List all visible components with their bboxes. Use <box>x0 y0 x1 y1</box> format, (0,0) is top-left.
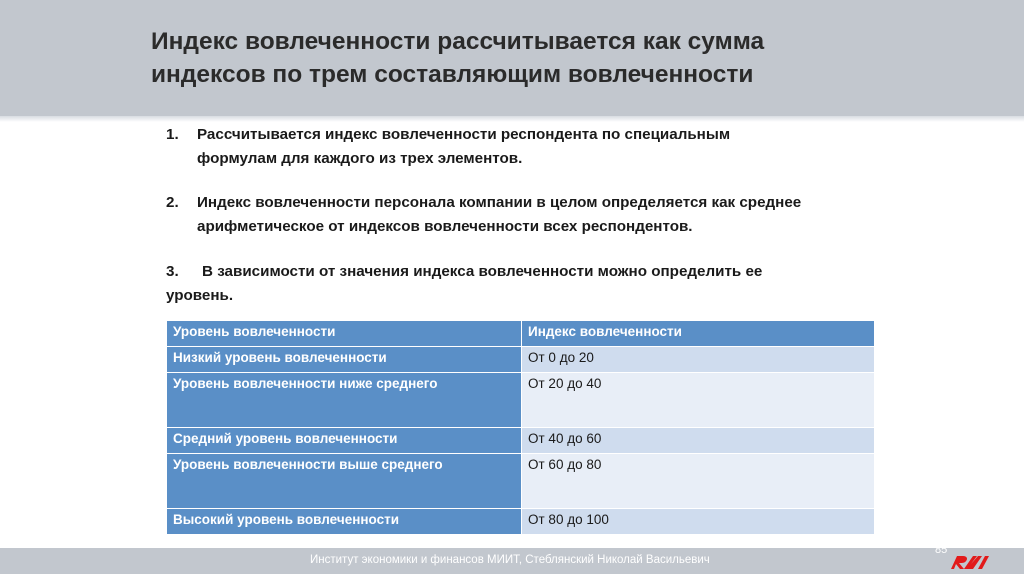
title-line-2: индексов по трем составляющим вовлеченности <box>151 61 754 88</box>
table-cell-level: Средний уровень вовлеченности <box>167 428 522 454</box>
table-row <box>167 454 875 509</box>
header-shadow <box>0 116 1024 122</box>
point-2-number: 2. <box>166 194 179 211</box>
table-cell-level: Высокий уровень вовлеченности <box>167 509 522 535</box>
table-cell-level: Уровень вовлеченности ниже среднего <box>167 373 522 428</box>
point-1-line-1: Рассчитывается индекс вовлеченности респондента по специальным <box>197 126 731 143</box>
point-3-number: 3. <box>166 263 179 280</box>
table-header-level: Уровень вовлеченности <box>167 321 522 347</box>
point-2-line-1: Индекс вовлеченности персонала компании в целом определяется как среднее <box>197 194 802 211</box>
table-cell-level: Низкий уровень вовлеченности <box>167 347 522 373</box>
table-row <box>167 347 875 373</box>
footer-text: Институт экономики и финансов МИИТ, Стеблянский Николай Васильевич <box>310 554 710 566</box>
engagement-levels-table <box>166 320 875 535</box>
page-number: 85 <box>935 544 948 556</box>
table-cell-index: От 60 до 80 <box>522 454 875 509</box>
table-row <box>167 509 875 535</box>
table-cell-level: Уровень вовлеченности выше среднего <box>167 454 522 509</box>
slide-title <box>151 25 911 91</box>
table-cell-index: От 20 до 40 <box>522 373 875 428</box>
point-1-line-2: формулам для каждого из трех элементов. <box>197 150 523 167</box>
table-header-row <box>167 321 875 347</box>
point-2 <box>166 191 906 239</box>
point-3-line-1: В зависимости от значения индекса вовлеченности можно определить ее <box>202 263 763 280</box>
table-row <box>167 373 875 428</box>
table-cell-index: От 40 до 60 <box>522 428 875 454</box>
table-cell-index: От 0 до 20 <box>522 347 875 373</box>
table-header-index: Индекс вовлеченности <box>522 321 875 347</box>
point-1 <box>166 123 906 171</box>
rzd-logo-icon <box>948 552 992 572</box>
point-1-number: 1. <box>166 126 179 143</box>
table-row <box>167 428 875 454</box>
point-3-line-2: уровень. <box>166 287 234 304</box>
point-3 <box>166 260 906 308</box>
table-cell-index: От 80 до 100 <box>522 509 875 535</box>
point-2-line-2: арифметическое от индексов вовлеченности всех респондентов. <box>197 218 693 235</box>
title-line-1: Индекс вовлеченности рассчитывается как сумма <box>151 28 765 55</box>
